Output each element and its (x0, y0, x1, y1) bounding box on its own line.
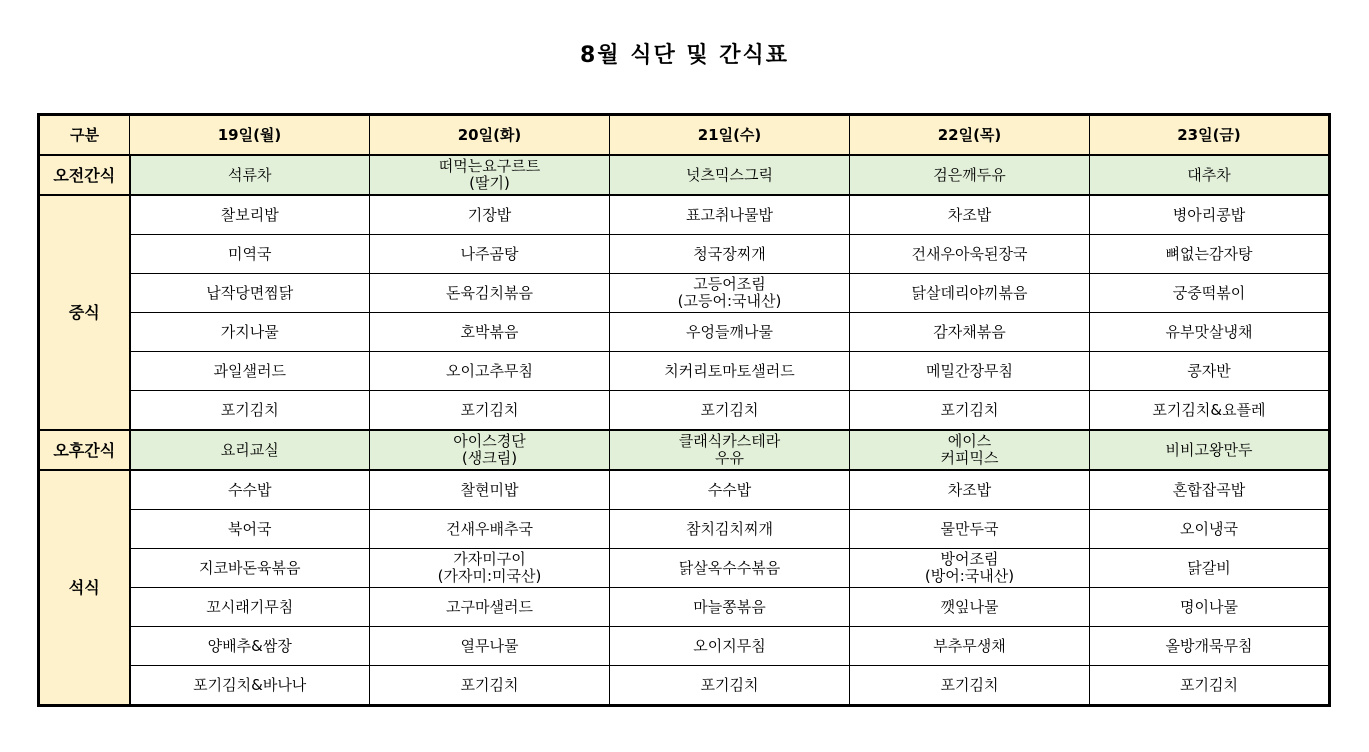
menu-cell (1090, 352, 1330, 391)
menu-cell (850, 627, 1090, 666)
header-day-2: 20일(화) (370, 115, 610, 156)
menu-cell (1090, 274, 1330, 313)
menu-cell (370, 313, 610, 352)
dinner-row (39, 470, 1330, 510)
lunch-row (39, 352, 1330, 391)
menu-cell (1090, 510, 1330, 549)
menu-cell-line-1: 떠먹는요구르트 (438, 157, 541, 175)
menu-cell (610, 155, 850, 195)
menu-cell-line-1: 올방개묵무침 (1165, 636, 1253, 655)
lunch-row (39, 274, 1330, 313)
header-day-3: 21일(수) (610, 115, 850, 156)
menu-cell-line-1: 닭살옥수수볶음 (678, 558, 781, 577)
menu-cell-line-1: 호박볶음 (460, 322, 519, 341)
menu-cell (370, 274, 610, 313)
menu-cell (130, 470, 370, 510)
menu-cell (610, 627, 850, 666)
menu-cell (130, 352, 370, 391)
menu-cell-line-1: 북어국 (228, 519, 272, 538)
menu-cell (850, 549, 1090, 588)
menu-cell (610, 430, 850, 470)
menu-cell-line-1: 궁중떡볶이 (1172, 283, 1246, 302)
menu-cell-line-1: 요리교실 (220, 440, 279, 459)
menu-cell (850, 235, 1090, 274)
menu-cell (370, 588, 610, 627)
afternoon-snack-row-label: 오후간식 (39, 430, 130, 470)
morning-snack-row-label: 오전간식 (39, 155, 130, 195)
menu-cell-line-2: (딸기) (469, 174, 510, 192)
menu-cell-line-1: 물만두국 (940, 519, 999, 538)
menu-cell (610, 666, 850, 706)
menu-cell (130, 391, 370, 431)
menu-cell-line-1: 고등어조림 (693, 275, 766, 293)
menu-cell (610, 274, 850, 313)
menu-cell (1090, 313, 1330, 352)
menu-cell-line-2: (고등어:국내산) (677, 292, 782, 310)
menu-cell-line-1: 콩자반 (1187, 361, 1231, 380)
menu-cell-line-1: 오이지무침 (693, 636, 766, 655)
menu-cell-line-1: 닭갈비 (1187, 558, 1231, 577)
lunch-label: 중식 (39, 195, 130, 430)
menu-cell-line-1: 포기김치 (1180, 675, 1238, 694)
dinner-row (39, 627, 1330, 666)
dinner-label: 석식 (39, 470, 130, 706)
menu-cell (1090, 470, 1330, 510)
menu-cell-line-1: 포기김치 (940, 400, 999, 419)
menu-cell-line-1: 오이냉국 (1180, 519, 1238, 538)
menu-cell-line-1: 과일샐러드 (213, 361, 286, 380)
menu-cell (1090, 430, 1330, 470)
menu-cell-line-2: 커피믹스 (940, 449, 999, 467)
menu-cell-line-1: 부추무생채 (933, 636, 1006, 655)
menu-cell (370, 510, 610, 549)
menu-cell-line-1: 차조밥 (947, 205, 992, 224)
menu-cell-line-1: 치커리토마토샐러드 (664, 361, 795, 380)
menu-table-body (39, 115, 1330, 706)
menu-cell (130, 155, 370, 195)
menu-cell (1090, 195, 1330, 235)
menu-cell-line-1: 오이고추무침 (446, 361, 533, 380)
menu-cell (130, 313, 370, 352)
menu-cell (850, 155, 1090, 195)
menu-cell-line-1: 포기김치 (700, 400, 759, 419)
menu-cell (370, 627, 610, 666)
menu-cell (130, 510, 370, 549)
menu-cell-line-1: 클래식카스테라 (678, 432, 781, 450)
menu-cell-line-2: 우유 (715, 449, 744, 467)
menu-cell (850, 666, 1090, 706)
menu-cell (370, 666, 610, 706)
menu-cell (1090, 627, 1330, 666)
menu-cell-line-1: 포기김치&요플레 (1152, 400, 1266, 419)
menu-cell (370, 352, 610, 391)
menu-cell-line-1: 양배추&쌈장 (207, 636, 292, 655)
menu-cell-line-1: 깻잎나물 (940, 597, 999, 616)
menu-cell (610, 391, 850, 431)
menu-cell (130, 588, 370, 627)
menu-table (37, 113, 1331, 707)
menu-cell-line-1: 가지나물 (220, 322, 279, 341)
menu-cell-line-1: 병아리콩밥 (1172, 205, 1246, 224)
menu-cell (610, 588, 850, 627)
menu-cell-line-1: 건새우배추국 (446, 519, 533, 538)
morning-snack-row (39, 155, 1330, 195)
menu-cell (1090, 549, 1330, 588)
menu-cell-line-1: 수수밥 (228, 480, 272, 499)
menu-cell-line-1: 건새우아욱된장국 (911, 244, 1028, 263)
menu-cell-line-1: 표고취나물밥 (686, 205, 773, 224)
menu-cell-line-1: 뼈없는감자탕 (1165, 244, 1253, 263)
menu-cell-line-2: (생크림) (461, 449, 518, 467)
lunch-row (39, 235, 1330, 274)
menu-cell (610, 235, 850, 274)
menu-cell (1090, 588, 1330, 627)
menu-cell (610, 195, 850, 235)
menu-cell-line-1: 메밀간장무침 (926, 361, 1013, 380)
menu-cell (850, 588, 1090, 627)
menu-cell (1090, 391, 1330, 431)
menu-cell (370, 195, 610, 235)
menu-cell (130, 195, 370, 235)
menu-cell (130, 274, 370, 313)
menu-cell-line-1: 포기김치 (700, 675, 759, 694)
menu-cell-line-1: 닭살데리야끼볶음 (911, 283, 1028, 302)
menu-cell (850, 195, 1090, 235)
menu-cell-line-1: 고구마샐러드 (446, 597, 533, 616)
menu-cell (1090, 155, 1330, 195)
menu-cell-line-1: 찰현미밥 (460, 480, 519, 499)
menu-cell-line-1: 차조밥 (947, 480, 992, 499)
menu-cell-line-1: 열무나물 (460, 636, 519, 655)
menu-cell-line-1: 넛츠믹스그릭 (686, 165, 773, 184)
dinner-row (39, 549, 1330, 588)
menu-cell (370, 470, 610, 510)
menu-cell-line-1: 마늘쫑볶음 (693, 597, 766, 616)
menu-cell (610, 510, 850, 549)
header-row (39, 115, 1330, 156)
menu-cell-line-1: 우엉들깨나물 (686, 322, 773, 341)
menu-cell (130, 627, 370, 666)
menu-cell (850, 274, 1090, 313)
menu-cell-line-1: 꼬시래기무침 (206, 597, 294, 616)
menu-cell-line-2: (방어:국내산) (924, 567, 1015, 585)
menu-cell-line-1: 석류차 (228, 165, 272, 184)
menu-cell-line-1: 청국장찌개 (693, 244, 766, 263)
menu-cell-line-1: 비비고왕만두 (1165, 440, 1253, 459)
menu-cell-line-1: 가자미구이 (453, 550, 526, 568)
menu-cell (370, 235, 610, 274)
header-day-1: 19일(월) (130, 115, 370, 156)
menu-cell-line-1: 에이스 (947, 432, 992, 450)
menu-cell-line-1: 미역국 (228, 244, 272, 263)
menu-cell-line-1: 돈육김치볶음 (446, 283, 533, 302)
menu-cell-line-1: 명이나물 (1180, 597, 1238, 616)
menu-cell-line-1: 유부맛살냉채 (1165, 322, 1253, 341)
menu-cell-line-1: 검은깨두유 (933, 165, 1006, 184)
menu-cell (610, 313, 850, 352)
lunch-row (39, 313, 1330, 352)
menu-cell (850, 313, 1090, 352)
afternoon-snack-row (39, 430, 1330, 470)
menu-cell (850, 470, 1090, 510)
menu-cell-line-1: 아이스경단 (453, 432, 526, 450)
page-title: 8월 식단 및 간식표 (579, 43, 790, 68)
menu-cell-line-1: 수수밥 (707, 480, 752, 499)
menu-cell-line-1: 포기김치 (940, 675, 999, 694)
menu-cell (850, 352, 1090, 391)
header-day-5: 23일(금) (1090, 115, 1330, 156)
menu-cell (130, 430, 370, 470)
menu-cell (850, 510, 1090, 549)
menu-cell-line-1: 포기김치 (460, 400, 519, 419)
menu-cell-line-1: 참치김치찌개 (686, 519, 773, 538)
menu-cell-line-1: 포기김치 (460, 675, 519, 694)
menu-cell-line-1: 나주곰탕 (460, 244, 519, 263)
menu-cell-line-1: 방어조림 (940, 550, 999, 568)
menu-cell-line-1: 지코바돈육볶음 (199, 558, 301, 577)
menu-cell (610, 549, 850, 588)
menu-cell-line-1: 감자채볶음 (933, 322, 1006, 341)
menu-cell (130, 666, 370, 706)
menu-cell-line-1: 기장밥 (467, 205, 512, 224)
lunch-row (39, 195, 1330, 235)
menu-cell (1090, 666, 1330, 706)
dinner-row (39, 666, 1330, 706)
lunch-row (39, 391, 1330, 431)
menu-cell (370, 391, 610, 431)
menu-cell (130, 549, 370, 588)
header-day-4: 22일(목) (850, 115, 1090, 156)
menu-cell (1090, 235, 1330, 274)
menu-cell-line-1: 포기김치&바나나 (193, 675, 307, 694)
menu-cell-line-1: 혼합잡곡밥 (1172, 480, 1246, 499)
menu-cell (370, 430, 610, 470)
menu-cell-line-1: 납작당면찜닭 (206, 283, 294, 302)
menu-cell-line-1: 대추차 (1187, 165, 1231, 184)
menu-cell (370, 549, 610, 588)
menu-cell (850, 391, 1090, 431)
menu-cell-line-1: 찰보리밥 (220, 205, 279, 224)
menu-cell (850, 430, 1090, 470)
dinner-row (39, 510, 1330, 549)
header-category: 구분 (39, 115, 130, 156)
dinner-row (39, 588, 1330, 627)
menu-cell (610, 352, 850, 391)
menu-cell-line-1: 포기김치 (220, 400, 279, 419)
menu-cell (130, 235, 370, 274)
menu-cell (370, 155, 610, 195)
menu-cell (610, 470, 850, 510)
menu-cell-line-2: (가자미:미국산) (437, 567, 542, 585)
